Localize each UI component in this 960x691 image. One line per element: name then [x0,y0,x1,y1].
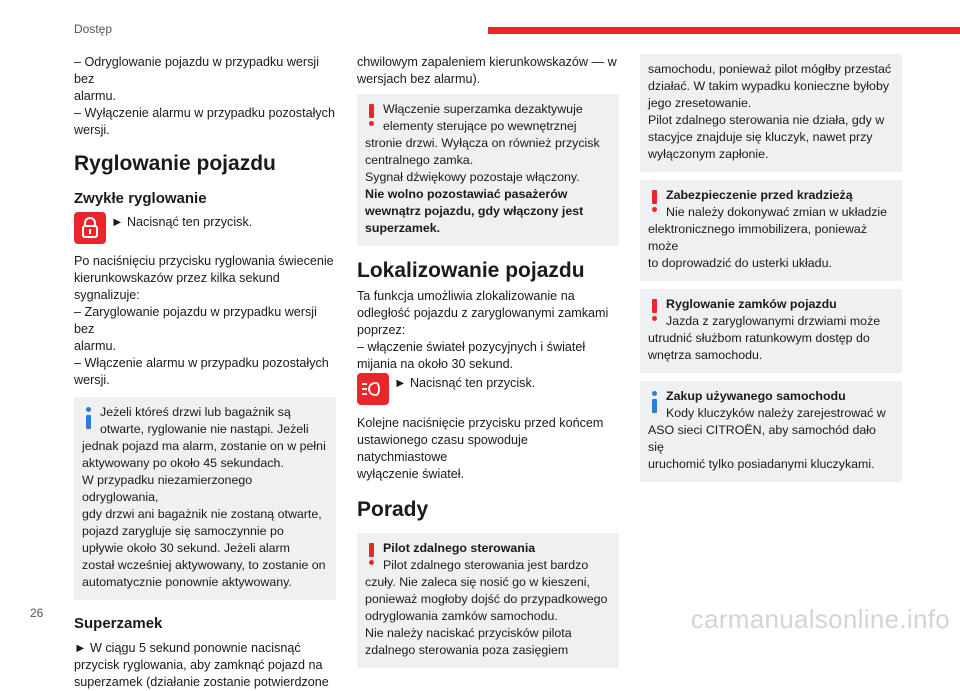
info-icon [651,391,659,413]
info-box-used-car: Zakup używanego samochodu Kody kluczyków należy zarejestrować w ASO sieci CITROËN, aby samochód dało się uruchomić tylko posiadanymi kluczykami. [640,381,902,482]
column-2 [357,54,619,668]
info-icon [85,407,93,429]
running-header: Dostęp [74,22,113,36]
lock-icon [74,212,106,244]
locate-text-2: Kolejne naciśnięcie przycisku przed końcem ustawionego czasu spowoduje natychmiastowe wyłączenie świateł. [357,416,604,481]
locate-text: Ta funkcja umożliwia zlokalizowanie na odległość pojazdu z zaryglowanymi zamkami poprzez: – włączenie świateł pozycyjnych i świateł mijania na około 30 sekund. [357,289,609,371]
column-1 [74,54,336,691]
info-box: Jeżeli któreś drzwi lub bagażnik są otwarte, ryglowanie nie nastąpi. Jeżeli jednak pojazd ma alarm, zostanie on w pełni aktywowany po około 45 sekundach. W przypadku niezamierzonego odryglowania, gdy drzwi ani bagażnik nie zostaną otwarte, pojazd zarygluje się samoczynnie po upływie około 30 sekund. Jeżeli alarm został wcześniej aktywowany, to zostanie on automatycznie ponownie aktywowany. [74,397,336,600]
box-remote-continued: samochodu, ponieważ pilot mógłby przestać działać. W takim wypadku konieczne byłoby jego zresetowanie. Pilot zdalnego sterowania nie działa, gdy w stacyjce znajduje się kluczyk, nawet przy wyłączonym zapłonie. [640,54,902,172]
press-button-text: ► Nacisnąć ten przycisk. [394,376,536,390]
warning-box-lockdoors: Ryglowanie zamków pojazdu Jazda z zaryglowanymi drzwiami może utrudnić służbom ratunkowym dostęp do wnętrza samochodu. [640,289,902,373]
header-accent-bar [488,27,960,34]
subsection-title-zwykle: Zwykłe ryglowanie [74,190,207,207]
page-number: 26 [30,606,44,620]
body-text: Po naciśnięciu przycisku ryglowania świecenie kierunkowskazów przez kilka sekund sygnalizuje: – Zaryglowanie pojazdu w przypadku wersji bez alarmu. – Włączenie alarmu w przypadku pozostałych wersji. [74,254,334,387]
warning-icon [651,299,659,321]
superzamek-text: ► W ciągu 5 sekund ponownie nacisnąć przycisk ryglowania, aby zamknąć pojazd na superzamek (działanie zostanie potwierdzone [74,641,329,689]
subsection-title-superzamek: Superzamek [74,615,163,632]
intro-text: – Odryglowanie pojazdu w przypadku wersji bez alarmu. – Wyłączenie alarmu w przypadku pozostałych wersji. [74,55,335,137]
lock-button-instruction [74,212,336,246]
warning-box-superzamek: Włączenie superzamka dezaktywuje elementy sterujące po wewnętrznej stronie drzwi. Wyłącza on również przycisk centralnego zamka. Sygnał dźwiękowy pozostaje włączony. Nie wolno pozostawiać pasażerów wewnątrz pojazdu, gdy włączony jest superzamek. [357,94,619,246]
section-title-ryglowanie: Ryglowanie pojazdu [74,152,276,175]
watermark: carmanualsonline.info [690,604,950,634]
column-3 [640,54,902,482]
section-title-porady: Porady [357,498,429,521]
section-title-lokalizowanie: Lokalizowanie pojazdu [357,259,585,282]
warning-icon [368,543,376,565]
warning-icon [368,104,376,126]
press-button-text: ► Nacisnąć ten przycisk. [111,215,253,229]
warning-box-remote: Pilot zdalnego sterowania Pilot zdalnego sterowania jest bardzo czuły. Nie zaleca się nosić go w kieszeni, ponieważ mogłoby dojść do przypadkowego odryglowania zamków samochodu. Nie należy naciskać przycisków pilota zdalnego sterowania poza zasięgiem [357,533,619,668]
continued-text: chwilowym zapaleniem kierunkowskazów — w wersjach bez alarmu). [357,55,617,86]
light-button-instruction [357,373,619,407]
warning-icon [651,190,659,212]
headlight-icon [357,373,389,405]
warning-box-theft: Zabezpieczenie przed kradzieżą Nie należy dokonywać zmian w układzie elektronicznego immobilizera, ponieważ może to doprowadzić do usterki układu. [640,180,902,281]
